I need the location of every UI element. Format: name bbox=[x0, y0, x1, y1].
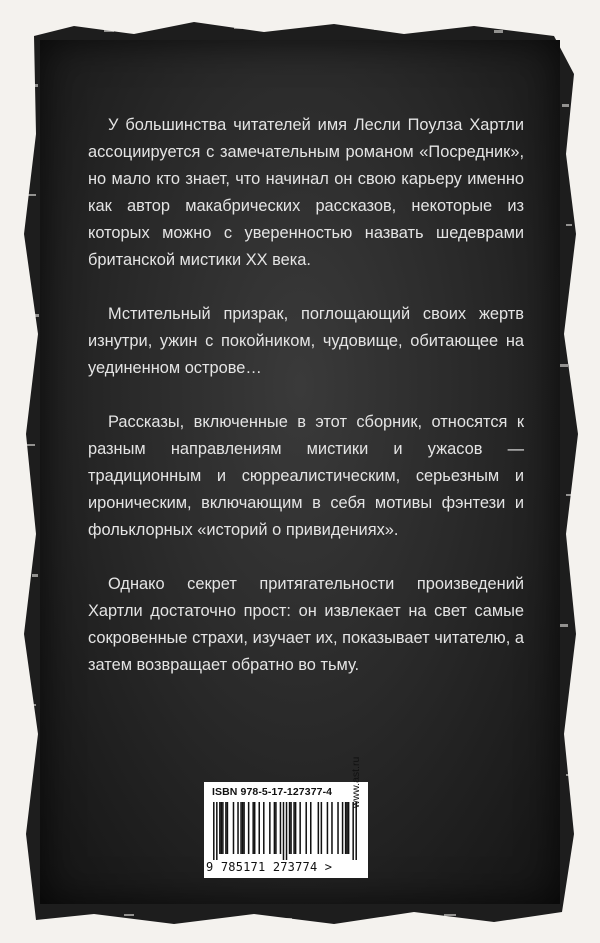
barcode-bars bbox=[210, 802, 360, 860]
barcode-bar bbox=[258, 802, 260, 854]
barcode-bar bbox=[293, 802, 295, 854]
barcode-bar bbox=[345, 802, 347, 854]
annotation-paragraph-2: Мстительный призрак, поглощающий своих жертв изнутри, ужин с покойником, чудовище, обитающее на уединенном острове… bbox=[88, 305, 524, 377]
annotation-paragraph-3: Рассказы, включенные в этот сборник, относятся к разным направлениям мистики и ужасов — традиционным и сюрреалистическим, серьезным и ироническим, включающим в себя мотивы фэнтези и фольклорных «историй о привидениях». bbox=[88, 413, 524, 539]
annotation-paragraph-4: Однако секрет притягательности произведений Хартли достаточно прост: он извлекает на свет самые сокровенные страхи, изучает их, показывает читателю, а затем возвращает обратно во тьму. bbox=[88, 575, 524, 674]
barcode-bar bbox=[327, 802, 329, 854]
barcode-bar bbox=[310, 802, 312, 854]
barcode-bar bbox=[321, 802, 323, 854]
barcode-bar bbox=[318, 802, 320, 854]
barcode-bar bbox=[240, 802, 242, 854]
barcode-bar bbox=[216, 802, 218, 860]
barcode-bar bbox=[352, 802, 354, 860]
barcode-bar bbox=[283, 802, 285, 860]
barcode-bar bbox=[355, 802, 357, 860]
barcode-bar bbox=[227, 802, 229, 854]
barcode-bar bbox=[254, 802, 256, 854]
barcode-bar bbox=[295, 802, 297, 854]
barcode-bar bbox=[275, 802, 277, 854]
publisher-url: www.ast.ru bbox=[350, 756, 362, 808]
barcode-bar bbox=[233, 802, 235, 854]
barcode-bar bbox=[337, 802, 339, 854]
barcode-bar bbox=[289, 802, 291, 854]
barcode-bar bbox=[290, 802, 292, 854]
barcode-bar bbox=[263, 802, 265, 854]
barcode-bar bbox=[346, 802, 348, 854]
barcode-bar bbox=[286, 802, 288, 860]
barcode-bar bbox=[305, 802, 307, 854]
barcode-bar bbox=[242, 802, 244, 854]
barcode-bar bbox=[219, 802, 221, 854]
barcode-bar bbox=[213, 802, 215, 860]
barcode-bar bbox=[274, 802, 276, 854]
barcode-block bbox=[204, 782, 368, 878]
annotation-paragraph-1: У большинства читателей имя Лесли Поулза Хартли ассоциируется с замечательным романом «Посредник», но мало кто знает, что начинал он свою карьеру именно как автор макабрических рассказов, некоторые из которых можно с уверенностью назвать шедеврами британской мистики XX века. bbox=[88, 116, 524, 269]
barcode-bar bbox=[299, 802, 301, 854]
barcode-bar bbox=[222, 802, 224, 854]
barcode-bar bbox=[348, 802, 350, 854]
annotation-text bbox=[88, 112, 524, 706]
isbn-label: ISBN 978-5-17-127377-4 bbox=[212, 786, 333, 798]
barcode-digits: 9 785171 273774 > bbox=[206, 860, 333, 874]
barcode-bar bbox=[243, 802, 245, 854]
barcode-bar bbox=[342, 802, 344, 854]
barcode-bar bbox=[252, 802, 254, 854]
barcode-bar bbox=[280, 802, 282, 854]
barcode-bar bbox=[225, 802, 227, 854]
barcode-bar bbox=[269, 802, 271, 854]
barcode-bar bbox=[331, 802, 333, 854]
barcode-bar bbox=[248, 802, 250, 854]
barcode-bar bbox=[221, 802, 223, 854]
barcode-bar bbox=[237, 802, 239, 854]
